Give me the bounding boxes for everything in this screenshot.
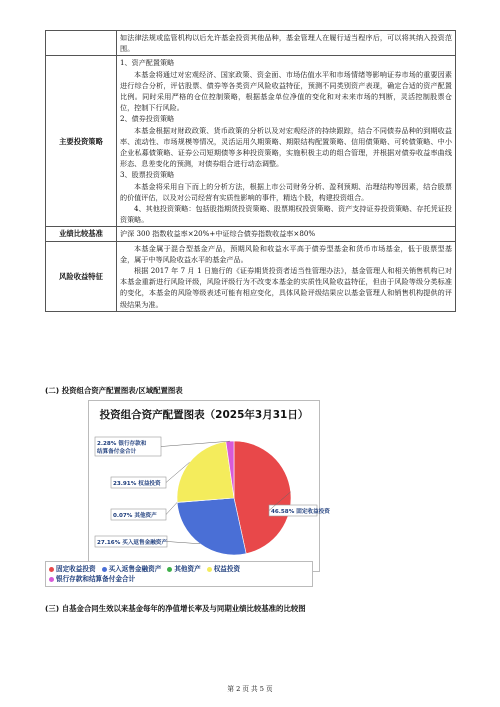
legend-label: 固定收益投资 [56, 565, 96, 573]
strategy-paragraph: 4、其他投资策略：包括股指期货投资策略、股票期权投资策略、资产支持证券投资策略、存托凭证投资策略。 [120, 204, 452, 225]
chart-legend [45, 561, 313, 587]
empty-label-cell [46, 31, 117, 56]
strategy-label: 主要投资策略 [46, 56, 117, 227]
svg-text:2.28% 银行存款和: 2.28% 银行存款和 [97, 441, 147, 447]
strategy-content [117, 56, 456, 227]
legend-swatch-icon [167, 567, 172, 572]
strategy-paragraph: 本基金根据对财政政策、货币政策的分析以及对宏观经济的持续跟踪，结合不同债券品种的到期收益率、流动性、市场规模等情况，灵活运用久期策略、期限结构配置策略、信用债策略、可转债策略、中小企业私募债策略、证券公司短期债等多种投资策略，实施积极主动的组合管理，并根据对债券收益率曲线形态、息差变化的预测，对债券组合进行动态调整。 [120, 125, 452, 169]
strategy-paragraph: 本基金将采用自下而上的分析方法，根据上市公司财务分析、盈利预期、治理结构等因素，结合股票的价值评估，以及对公司经营有实质性影响的事件，精选个股，构建投资组合。 [120, 181, 452, 202]
risk-paragraph: 本基金属于混合型基金产品，预期风险和收益水平高于债券型基金和货币市场基金，低于股票型基金，属于中等风险收益水平的基金产品。 [120, 243, 452, 264]
pie-slice-3 [177, 442, 234, 503]
svg-text:27.16% 买入返售金融资产: 27.16% 买入返售金融资产 [97, 540, 167, 546]
table-row [46, 227, 456, 241]
legend-item [49, 564, 96, 574]
legend-item [102, 564, 162, 574]
legend-label: 其他资产 [174, 565, 201, 573]
strategy-paragraph: 3、股票投资策略 [120, 170, 175, 180]
legend-label: 权益投资 [213, 565, 241, 573]
legend-swatch-icon [49, 567, 54, 572]
pie-chart-svg [89, 401, 330, 571]
fund-info-table [45, 30, 456, 312]
legend-item [167, 564, 200, 574]
table-row [46, 31, 456, 56]
asset-allocation-chart [88, 400, 330, 572]
table-row [46, 241, 456, 311]
legend-item [49, 574, 135, 584]
pie-slice-1 [177, 498, 246, 555]
risk-label: 风险收益特征 [46, 241, 117, 311]
table-row [46, 56, 456, 227]
legend-label: 银行存款和结算备付金合计 [56, 575, 136, 583]
chart-title: 投资组合资产配置图表（2025年3月31日） [99, 409, 309, 421]
benchmark-text: 沪深 300 指数收益率×20%+中证综合债券指数收益率×80% [117, 227, 456, 241]
svg-text:23.91% 权益投资: 23.91% 权益投资 [113, 481, 161, 487]
benchmark-label: 业绩比较基准 [46, 227, 117, 241]
svg-text:0.07% 其他资产: 0.07% 其他资产 [113, 513, 157, 519]
page-footer: 第 2 页 共 5 页 [227, 685, 273, 693]
svg-text:46.58% 固定收益投资: 46.58% 固定收益投资 [271, 509, 330, 515]
risk-paragraph: 根据 2017 年 7 月 1 日施行的《证券期货投资者适当性管理办法》，基金管理人和相关销售机构已对本基金重新进行风险评级，风险评级行为不改变本基金的实质性风险收益特征，但由于风险等级分类标准的变化，本基金的风险等级表述可能有相应变化，具体风险评级结果应以基金管理人和销售机构提供的评级结果为准。 [120, 266, 452, 309]
legend-swatch-icon [49, 577, 54, 582]
legend-item [207, 564, 240, 574]
pie-label-2 [111, 502, 177, 520]
section-3-title: (三) 自基金合同生效以来基金每年的净值增长率及与同期业绩比较基准的比较图 [45, 604, 306, 613]
svg-text:结算备付金合计: 结算备付金合计 [97, 449, 137, 455]
risk-content [117, 241, 456, 311]
legend-swatch-icon [207, 567, 212, 572]
investment-scope-text: 如法律法规或监管机构以后允许基金投资其他品种，基金管理人在履行适当程序后，可以将其纳入投资范围。 [117, 31, 456, 56]
strategy-paragraph: 1、资产配置策略 [120, 58, 175, 68]
legend-swatch-icon [102, 567, 107, 572]
section-2-title: (二) 投资组合资产配置图表/区域配置图表 [45, 386, 183, 395]
pie-label-3 [111, 462, 190, 488]
legend-label: 买入返售金融资产 [108, 565, 162, 573]
strategy-paragraph: 本基金将通过对宏观经济、国家政策、资金面、市场估值水平和市场情绪等影响证券市场的重要因素进行综合分析，评估股票、债券等各类资产风险收益特征，预测不同类别资产表现，确定合适的资产配置比例。同时采用严格的仓位控制策略，根据基金单位净值的变化和对未来市场的判断，灵活控制股票仓位，控制下行风险。 [120, 69, 452, 113]
strategy-paragraph: 2、债券投资策略 [120, 114, 175, 124]
pie-label-1 [95, 536, 200, 547]
